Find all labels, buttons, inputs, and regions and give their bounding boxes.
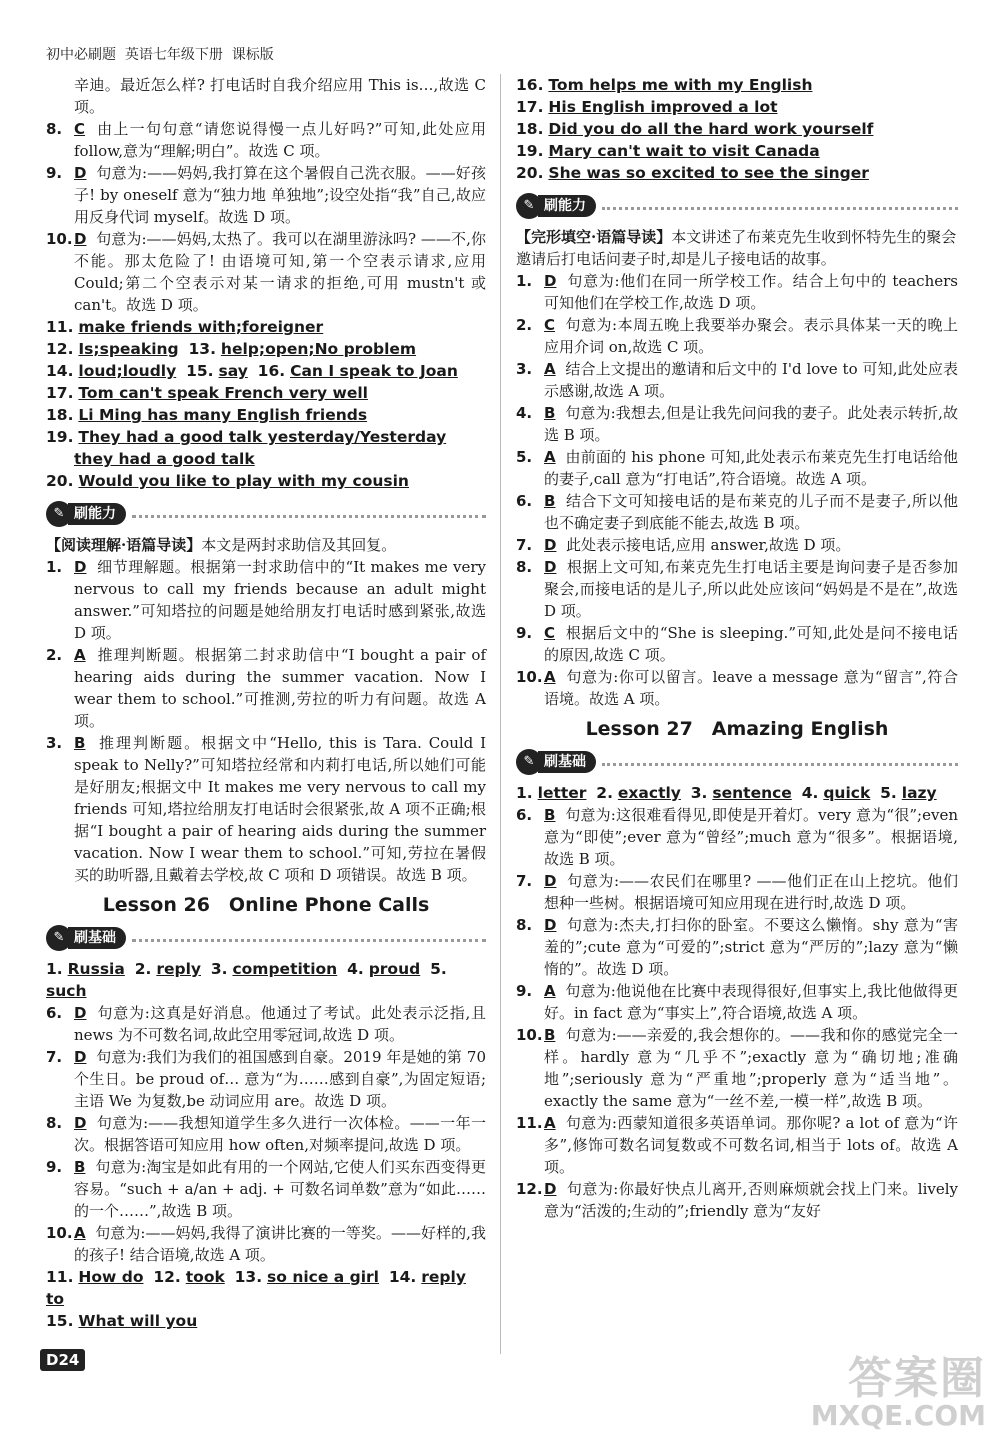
answer-item: 9. C 根据后文中的“She is sleeping.”可知,此处是问不接电话的原因,故选 C 项。 <box>516 624 958 664</box>
answer-item: 5. A 由前面的 his phone 可知,此处表示布莱克先生打电话给他的妻子,call 意为“打电话”,符合语境。故选 A 项。 <box>516 448 958 488</box>
fill-answer: 15. What will you <box>46 1312 198 1330</box>
fill-answer: 20. Would you like to play with my cousin <box>46 472 409 490</box>
fill-answer: 1. letter 2. exactly 3. sentence 4. quick 5. lazy <box>516 784 937 802</box>
fill-answer: 18. Li Ming has many English friends <box>46 406 368 424</box>
fill-answer: 11. make friends with;foreigner <box>46 318 324 336</box>
answer-item: 1. D 细节理解题。根据第一封求助信中的“It makes me very nervous to call my friends because an adult might answer.”可知塔拉的问题是她给朋友打电话时感到紧张,故选 D 项。 <box>46 558 486 642</box>
answer-letter: B <box>74 1158 86 1176</box>
answer-letter: B <box>544 1026 556 1044</box>
answer-letter: A <box>544 448 556 466</box>
watermark-logo: 答案圈 MXQE.COM <box>810 1353 986 1432</box>
answer-letter: C <box>544 624 556 642</box>
fill-answer: 17. His English improved a lot <box>516 98 778 116</box>
answer-letter: D <box>544 272 557 290</box>
answer-item: 12. D 句意为:你最好快点儿离开,否则麻烦就会找上门来。lively 意为“活泼的;生动的”;friendly 意为“友好 <box>516 1180 958 1220</box>
answer-letter: D <box>544 1180 557 1198</box>
section-header <box>46 924 486 952</box>
answer-letter: D <box>544 536 557 554</box>
answer-letter: B <box>544 404 556 422</box>
page-number: D24 <box>40 1349 85 1371</box>
section-label: 刷基础 <box>68 927 126 949</box>
answer-item: 11. A 句意为:西蒙知道很多英语单词。那你呢? a lot of 意为“许多”,修饰可数名词复数或不可数名词,相当于 lots of。故选 A 项。 <box>516 1114 958 1176</box>
answer-letter: D <box>74 1004 87 1022</box>
brush-icon: ✎ <box>46 501 72 527</box>
right-column <box>516 74 958 1222</box>
answer-letter: A <box>544 1114 556 1132</box>
answer-letter: D <box>544 558 557 576</box>
section-label: 刷基础 <box>538 751 596 773</box>
brush-icon: ✎ <box>516 749 542 775</box>
section-header <box>516 192 958 220</box>
fill-answer: 19. Mary can't wait to visit Canada <box>516 142 820 160</box>
answer-item: 10. A 句意为:你可以留言。leave a message 意为“留言”,符合语境。故选 A 项。 <box>516 668 958 708</box>
fill-answer: 12. Is;speaking 13. help;open;No problem <box>46 340 417 358</box>
answer-item: 2. A 推理判断题。根据第二封求助信中“I bought a pair of hearing aids during the summer vacation. Now I wear them to school.”可推测,劳拉的听力有问题。故选 A 项。 <box>46 646 486 730</box>
answer-letter: A <box>74 1224 86 1242</box>
column-divider <box>500 74 501 1354</box>
answer-letter: D <box>74 1114 87 1132</box>
answer-item: 10. D 句意为:——妈妈,太热了。我可以在湖里游泳吗? ——不,你不能。那太危险了! 由语境可知,第一个空表示请求,应用 Could;第二个空表示对某一请求的拒绝,可用 mustn't 或 can't。故选 D 项。 <box>46 230 486 314</box>
fill-answer: 14. loud;loudly 15. say 16. Can I speak to Joan <box>46 362 458 380</box>
answer-item: 1. D 句意为:他们在同一所学校工作。结合上句中的 teachers 可知他们在学校工作,故选 D 项。 <box>516 272 958 312</box>
answer-letter: D <box>544 916 557 934</box>
answer-letter: C <box>74 120 86 138</box>
answer-letter: A <box>544 360 556 378</box>
section-label: 刷能力 <box>68 503 126 525</box>
answer-item: 4. B 句意为:我想去,但是让我先问问我的妻子。此处表示转折,故选 B 项。 <box>516 404 958 444</box>
fill-answer: 11. How do 12. took 13. so nice a girl 14. reply to <box>46 1268 466 1308</box>
answer-letter: B <box>544 492 556 510</box>
passage-intro: 【阅读理解·语篇导读】本文是两封求助信及其回复。 <box>46 536 397 554</box>
answer-letter: A <box>544 668 556 686</box>
answer-item: 8. C 由上一句句意“请您说得慢一点儿好吗?”可知,此处应用 follow,意为“理解;明白”。故选 C 项。 <box>46 120 486 160</box>
answer-item: 7. D 此处表示接电话,应用 answer,故选 D 项。 <box>516 536 851 554</box>
answer-item: 8. D 根据上文可知,布莱克先生打电话主要是询问妻子是否参加聚会,而接电话的是儿子,所以此处应该问“妈妈是不是在”,故选 D 项。 <box>516 558 958 620</box>
answer-letter: A <box>544 982 556 1000</box>
answer-item: 6. B 句意为:这很难看得见,即使是开着灯。very 意为“很”;even 意为“即使”;ever 意为“曾经”;much 意为“很多”。根据语境,故选 B 项。 <box>516 806 958 868</box>
answer-item: 7. D 句意为:我们为我们的祖国感到自豪。2019 年是她的第 70 个生日。be proud of… 意为“为……感到自豪”,为固定短语;主语 We 为复数,be 动词应用 are。故选 D 项。 <box>46 1048 486 1110</box>
answer-letter: D <box>74 1048 87 1066</box>
answer-letter: C <box>544 316 556 334</box>
left-column <box>46 74 486 1332</box>
answer-item: 辛迪。最近怎么样? 打电话时自我介绍应用 This is…,故选 C 项。 <box>74 76 486 116</box>
lesson-title: Lesson 27 Amazing English <box>585 718 889 740</box>
brush-icon: ✎ <box>46 925 72 951</box>
answer-item: 3. B 推理判断题。根据文中“Hello, this is Tara. Could I speak to Nelly?”可知塔拉经常和内莉打电话,所以她们可能是好朋友;根据文中 It makes me very nervous to call my friends 可知,塔拉给朋友打电话时会很紧张,故 A 项不正确;根据“I bought a pair of hearing aids during the summer vacation. Now I wear them to school.”可知,劳拉在暑假买的助听器,且戴着去学校,故 C 项和 D 项错误。故选 B 项。 <box>46 734 486 884</box>
section-header <box>516 748 958 776</box>
answer-letter: D <box>74 164 87 182</box>
fill-answer: 17. Tom can't speak French very well <box>46 384 368 402</box>
lesson-title: Lesson 26 Online Phone Calls <box>102 894 430 916</box>
answer-letter: D <box>74 558 87 576</box>
passage-intro: 【完形填空·语篇导读】本文讲述了布莱克先生收到怀特先生的聚会邀请后打电话问妻子时,却是儿子接电话的故事。 <box>516 228 957 268</box>
answer-item: 8. D 句意为:——我想知道学生多久进行一次体检。——一年一次。根据答语可知应用 how often,对频率提问,故选 D 项。 <box>46 1114 486 1154</box>
fill-answer: 18. Did you do all the hard work yourself <box>516 120 874 138</box>
brush-icon: ✎ <box>516 193 542 219</box>
answer-item: 10. B 句意为:——亲爱的,我会想你的。——我和你的感觉完全一样。hardly 意为“几乎不”;exactly 意为“确切地;准确地”;seriously 意为“严重地”;properly 意为“适当地”。exactly the same 意为“一丝不差,一模一样”,故选 B 项。 <box>516 1026 958 1110</box>
answer-item: 6. D 句意为:这真是好消息。他通过了考试。此处表示泛指,且 news 为不可数名词,故此空用零冠词,故选 D 项。 <box>46 1004 486 1044</box>
answer-item: 6. B 结合下文可知接电话的是布莱克的儿子而不是妻子,所以他也不确定妻子到底能不能去,故选 B 项。 <box>516 492 958 532</box>
fill-answer: 16. Tom helps me with my English <box>516 76 813 94</box>
answer-letter: B <box>544 806 556 824</box>
section-label: 刷能力 <box>538 195 596 217</box>
answer-item: 9. A 句意为:他说他在比赛中表现得很好,但事实上,我比他做得更好。in fact 意为“事实上”,符合语境,故选 A 项。 <box>516 982 958 1022</box>
running-header: 初中必刷题 英语七年级下册 课标版 <box>46 47 274 63</box>
answer-item: 3. A 结合上文提出的邀请和后文中的 I'd love to 可知,此处应表示感谢,故选 A 项。 <box>516 360 958 400</box>
fill-answer: 19. They had a good talk yesterday/Yesterday they had a good talk <box>46 428 447 468</box>
answer-item: 9. D 句意为:——妈妈,我打算在这个暑假自己洗衣服。——好孩子! by oneself 意为“独力地 单独地”;设空处指“我”自己,故应用反身代词 myself。故选 D 项。 <box>46 164 486 226</box>
answer-letter: B <box>74 734 86 752</box>
answer-letter: A <box>74 646 86 664</box>
answer-item: 10. A 句意为:——妈妈,我得了演讲比赛的一等奖。——好样的,我的孩子! 结合语境,故选 A 项。 <box>46 1224 486 1264</box>
section-header <box>46 500 486 528</box>
answer-letter: D <box>74 230 87 248</box>
answer-letter: D <box>544 872 557 890</box>
fill-answer: 20. She was so excited to see the singer <box>516 164 869 182</box>
fill-answer: 1. Russia 2. reply 3. competition 4. proud 5. such <box>46 960 447 1000</box>
answer-item: 2. C 句意为:本周五晚上我要举办聚会。表示具体某一天的晚上应用介词 on,故选 C 项。 <box>516 316 958 356</box>
answer-item: 9. B 句意为:淘宝是如此有用的一个网站,它使人们买东西变得更容易。“such + a/an + adj. + 可数名词单数”意为“如此……的一个……”,故选 B 项。 <box>46 1158 486 1220</box>
answer-item: 8. D 句意为:杰夫,打扫你的卧室。不要这么懒惰。shy 意为“害羞的”;cute 意为“可爱的”;strict 意为“严厉的”;lazy 意为“懒惰的”。故选 D 项。 <box>516 916 959 978</box>
answer-item: 7. D 句意为:——农民们在哪里? ——他们正在山上挖坑。他们想种一些树。根据语境可知应用现在进行时,故选 D 项。 <box>516 872 958 912</box>
